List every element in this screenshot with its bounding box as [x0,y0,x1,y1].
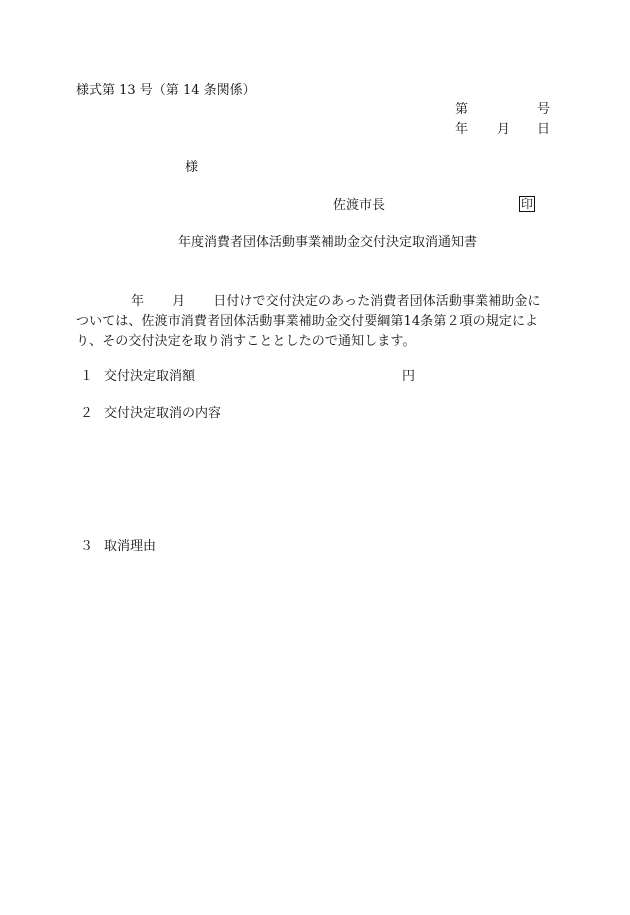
body-month: 月 [172,294,186,309]
item-3-number: ３ [80,539,94,554]
body-line-1-text: 日付けで交付決定のあった消費者団体活動事業補助金に [213,294,541,309]
item-1-unit: 円 [402,369,416,384]
body-year: 年 [131,294,145,309]
document-number-suffix: 号 [537,102,551,117]
date-month-label: 月 [497,122,511,137]
item-2-label: 交付決定取消の内容 [104,406,222,421]
item-3-label: 取消理由 [104,539,157,554]
item-2-number: ２ [80,406,94,421]
notice-body [76,292,556,352]
seal-stamp: 印 [521,197,534,211]
addressee-honorific: 様 [185,160,199,175]
body-line-2: ついては、佐渡市消費者団体活動事業補助金交付要綱第14条第２項の規定によ [76,314,539,329]
form-number-label: 様式第 13 号（第 14 条関係） [76,83,256,98]
sender-title: 佐渡市長 [333,198,386,213]
date-year-label: 年 [455,122,469,137]
document-title: 年度消費者団体活動事業補助金交付決定取消通知書 [178,235,478,250]
date-day-label: 日 [537,122,551,137]
body-line-1 [76,292,556,312]
item-1-label: 交付決定取消額 [104,369,196,384]
body-line-3: り、その交付決定を取り消すこととしたので通知します。 [76,334,416,349]
item-1-number: １ [80,369,94,384]
document-number-prefix: 第 [455,102,469,117]
